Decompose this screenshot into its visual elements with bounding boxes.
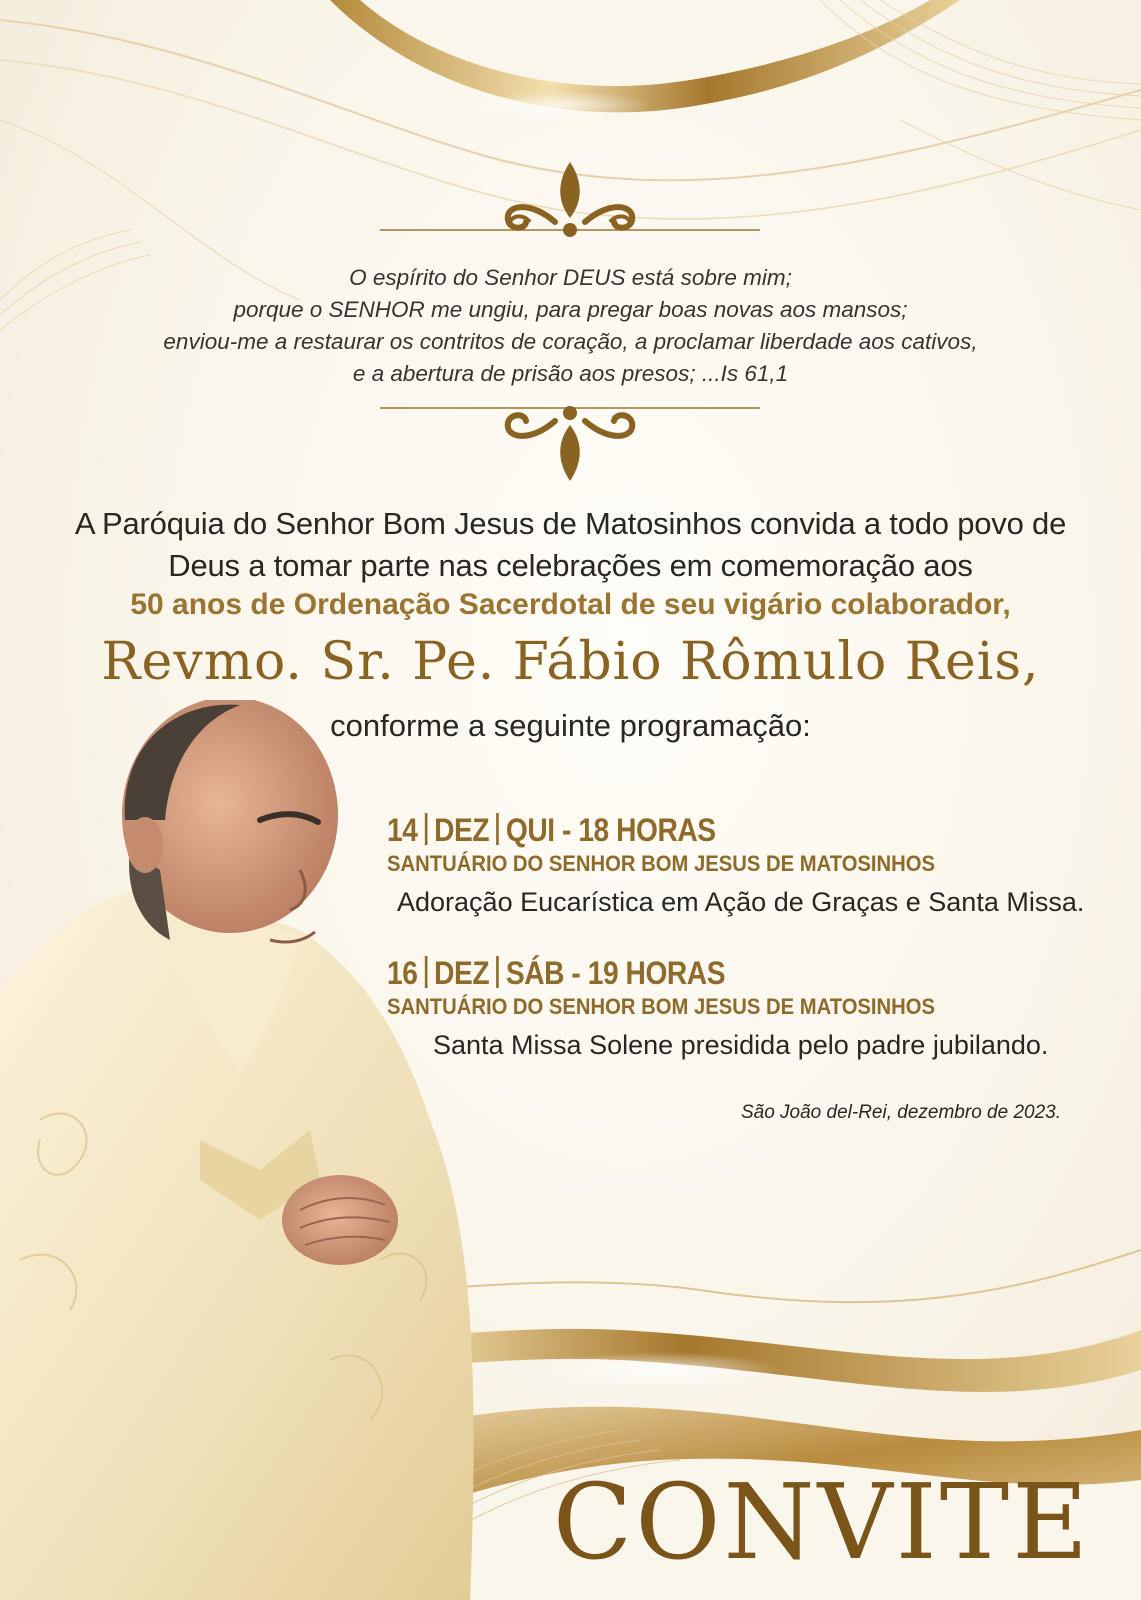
convite-title: CONVITE xyxy=(552,1461,1091,1583)
event-date xyxy=(387,955,1003,992)
event-weekday-time: SÁB - 19 HORAS xyxy=(505,955,726,991)
intro-line: Deus a tomar parte nas celebrações em comemoração aos xyxy=(168,548,973,583)
verse-line: O espírito do Senhor DEUS está sobre mim; xyxy=(349,265,792,290)
priest-name: Revmo. Sr. Pe. Fábio Rômulo Reis, xyxy=(101,632,1040,692)
fleur-de-lis-ornament-top xyxy=(380,160,760,240)
separator-bar xyxy=(424,813,427,845)
program-intro: conforme a seguinte programação: xyxy=(330,708,811,743)
verse-line: enviou-me a restaurar os contritos de coração, a proclamar liberdade aos cativos, xyxy=(163,329,978,354)
event-card xyxy=(387,955,1087,1061)
separator-bar xyxy=(496,956,499,988)
invitation-intro xyxy=(40,503,1101,587)
fleur-de-lis-ornament-bottom xyxy=(380,403,760,483)
event-month: DEZ xyxy=(434,812,490,848)
event-card xyxy=(387,812,1087,918)
anniversary-line: 50 anos de Ordenação Sacerdotal de seu vigário colaborador, xyxy=(130,588,1011,621)
event-description: Santa Missa Solene presidida pelo padre jubilando. xyxy=(433,1030,1049,1060)
event-weekday-time: QUI - 18 HORAS xyxy=(505,812,716,848)
separator-bar xyxy=(496,813,499,845)
event-day: 14 xyxy=(387,812,418,848)
event-date xyxy=(387,812,1003,849)
event-place: SANTUÁRIO DO SENHOR BOM JESUS DE MATOSINHOS xyxy=(387,851,936,876)
event-month: DEZ xyxy=(434,955,490,991)
verse-line: e a abertura de prisão aos presos; ...Is 61,1 xyxy=(352,361,789,386)
place-and-date: São João del-Rei, dezembro de 2023. xyxy=(740,1102,1061,1123)
event-place: SANTUÁRIO DO SENHOR BOM JESUS DE MATOSINHOS xyxy=(387,994,936,1019)
intro-line: A Paróquia do Senhor Bom Jesus de Matosinhos convida a todo povo de xyxy=(74,506,1067,541)
event-description: Adoração Eucarística em Ação de Graças e Santa Missa. xyxy=(397,887,1085,917)
event-day: 16 xyxy=(387,955,418,991)
separator-bar xyxy=(424,956,427,988)
bible-verse xyxy=(100,262,1041,390)
verse-line: porque o SENHOR me ungiu, para pregar boas novas aos mansos; xyxy=(233,297,908,322)
